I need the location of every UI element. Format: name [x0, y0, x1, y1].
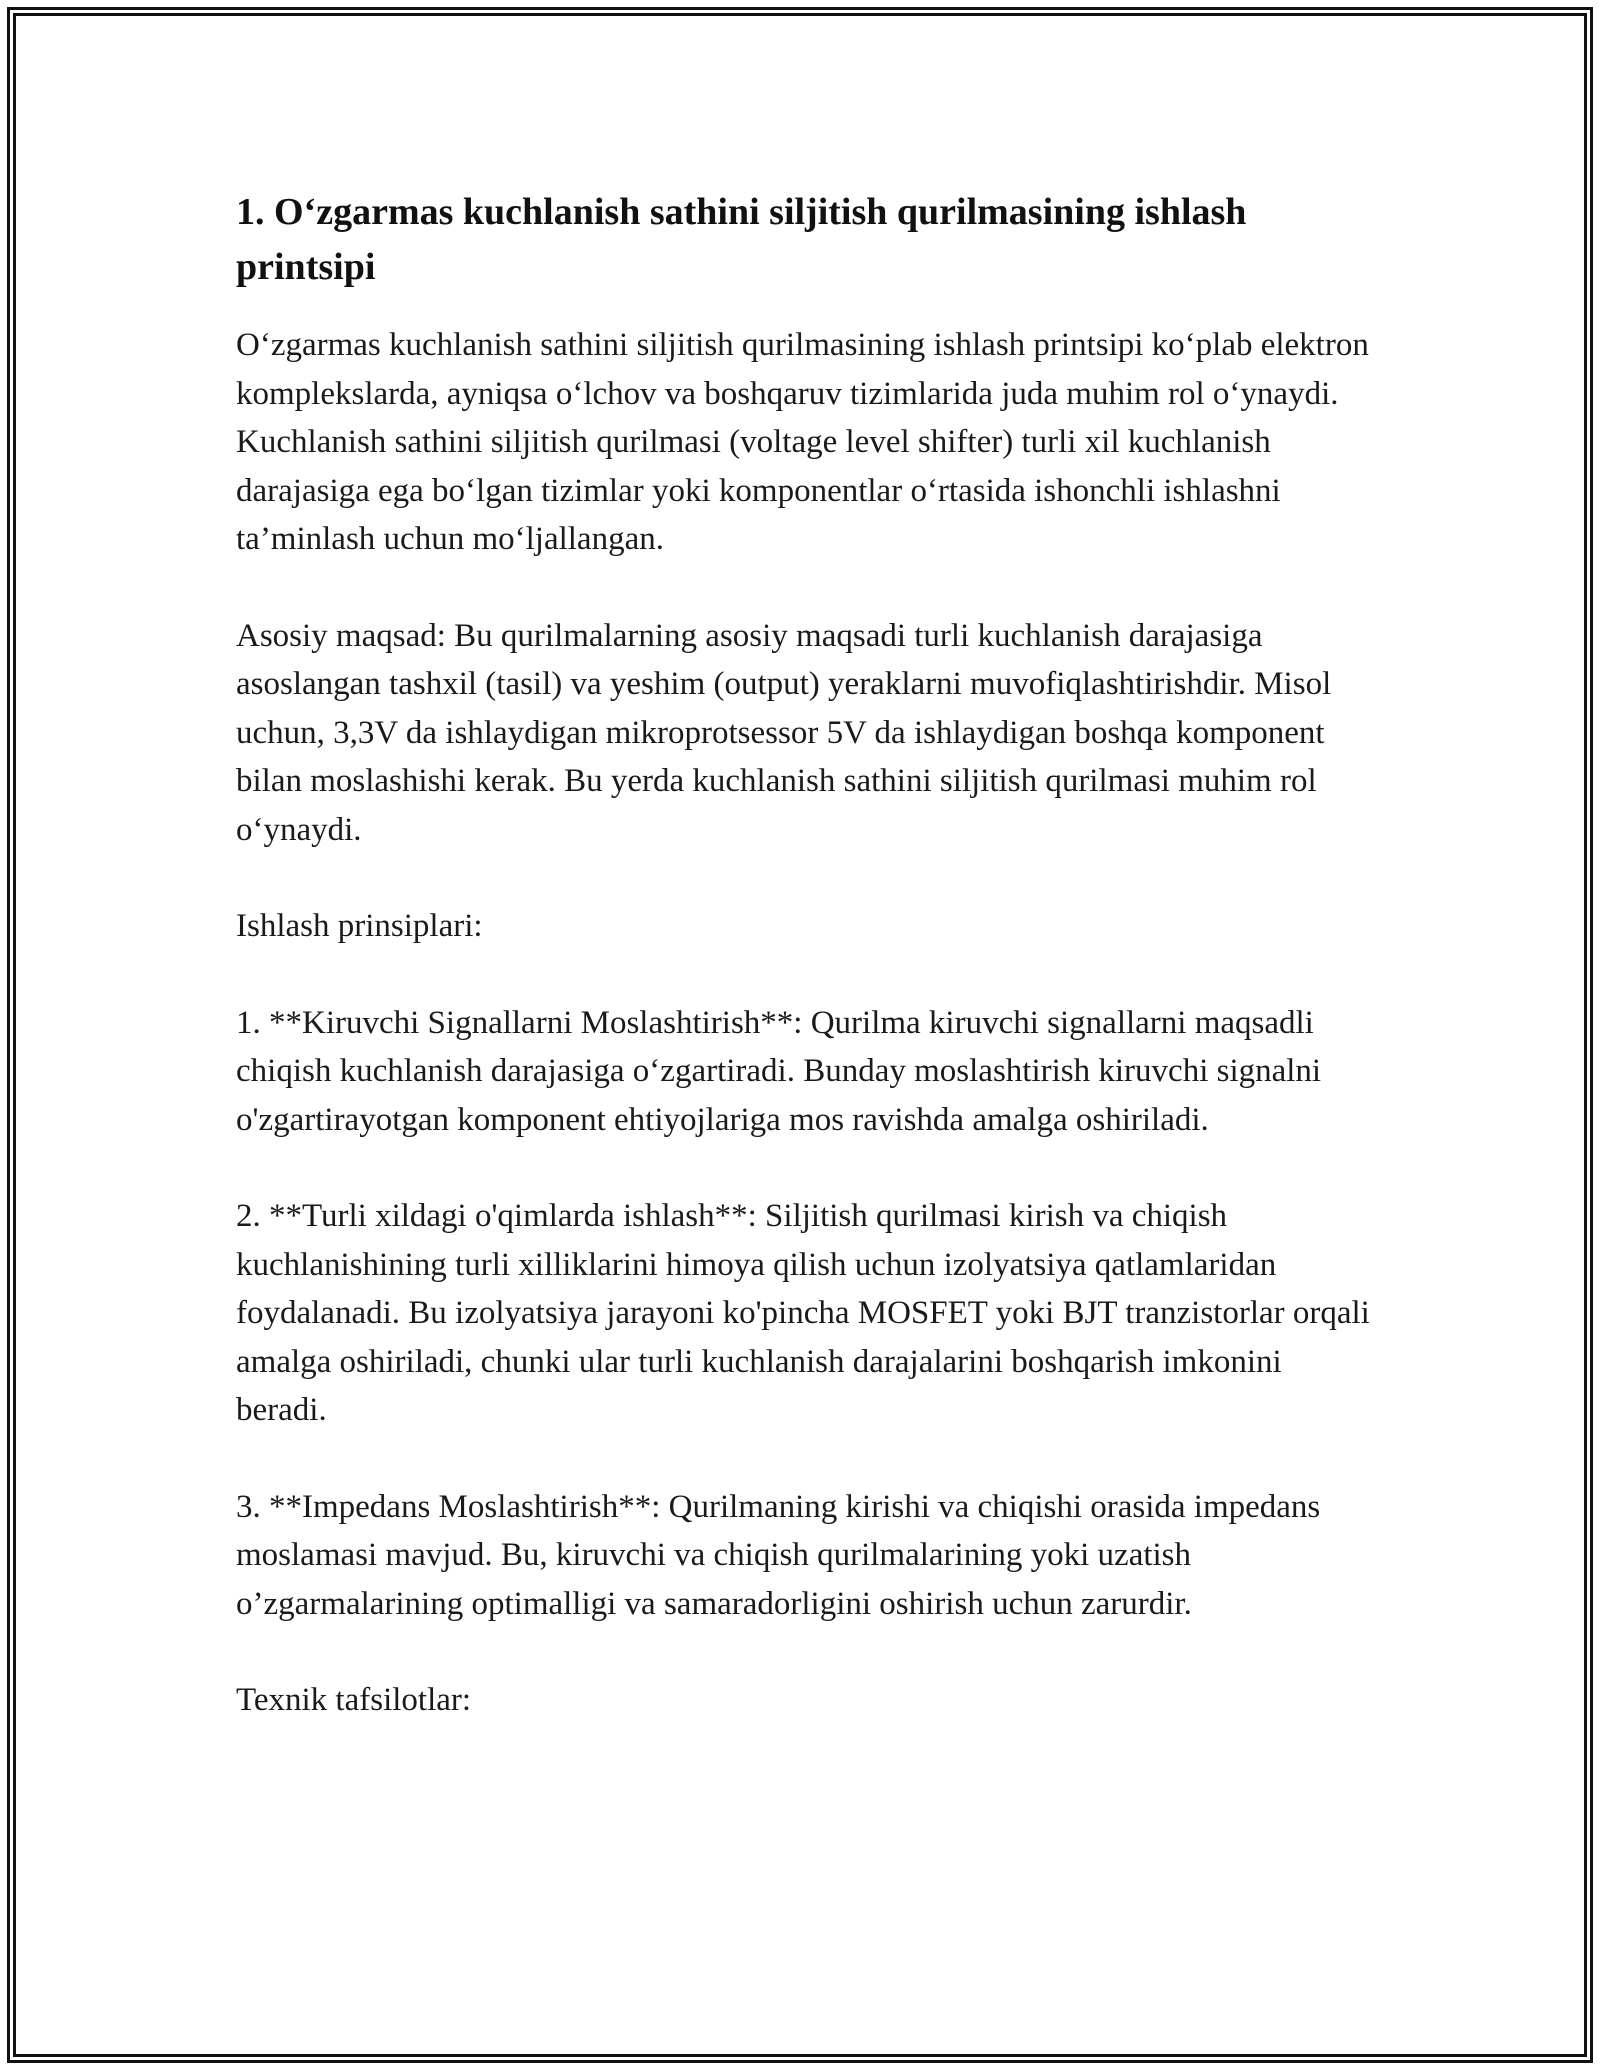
paragraph-intro: O‘zgarmas kuchlanish sathini siljitish qurilmasining ishlash printsipi ko‘plab elektron komplekslarda, ayniqsa o‘lchov va boshqaruv tizimlarida juda muhim rol o‘ynaydi. Kuchlanish sathini siljitish qurilmasi (voltage level shifter) turli xil kuchlanish darajasiga ega bo‘lgan tizimlar yoki komponentlar o‘rtasida ishonchli ishlashni ta’minlash uchun mo‘ljallangan. — [236, 327, 1369, 557]
paragraph-principle-1: 1. **Kiruvchi Signallarni Moslashtirish**: Qurilma kiruvchi signallarni maqsadli chiqish kuchlanish darajasiga o‘zgartiradi. Bunday moslashtirish kiruvchi signalni o'zgartirayotgan komponent ehtiyojlariga mos ravishda amalga oshiriladi. — [236, 1004, 1322, 1138]
paragraph-main-purpose: Asosiy maqsad: Bu qurilmalarning asosiy maqsadi turli kuchlanish darajasiga asoslangan tashxil (tasil) va yeshim (output) yeraklarni muvofiqlashtirishdir. Misol uchun, 3,3V da ishlaydigan mikroprotsessor 5V da ishlaydigan boshqa komponent bilan moslashishi kerak. Bu yerda kuchlanish sathini siljitish qurilmasi muhim rol o‘ynaydi. — [236, 617, 1332, 848]
paragraph-technical-label: Texnik tafsilotlar: — [236, 1682, 472, 1718]
section-heading: 1. O‘zgarmas kuchlanish sathini siljitish qurilmasining ishlash printsipi — [236, 191, 1247, 288]
paragraph-principle-3: 3. **Impedans Moslashtirish**: Qurilmaning kirishi va chiqishi orasida impedans moslamasi mavjud. Bu, kiruvchi va chiqish qurilmalarining yoki uzatish o’zgarmalarining optimalligi va samaradorligini oshirish uchun zarurdir. — [236, 1488, 1321, 1622]
document-body — [236, 185, 1376, 1773]
paragraph-principles-label: Ishlash prinsiplari: — [236, 908, 483, 944]
paragraph-principle-2: 2. **Turli xildagi o'qimlarda ishlash**: Siljitish qurilmasi kirish va chiqish kuchlanishining turli xilliklarini himoya qilish uchun izolyatsiya qatlamlaridan foydalanadi. Bu izolyatsiya jarayoni ko'pincha MOSFET yoki BJT tranzistorlar orqali amalga oshiriladi, chunki ular turli kuchlanish darajalarini boshqarish imkonini beradi. — [236, 1198, 1370, 1428]
